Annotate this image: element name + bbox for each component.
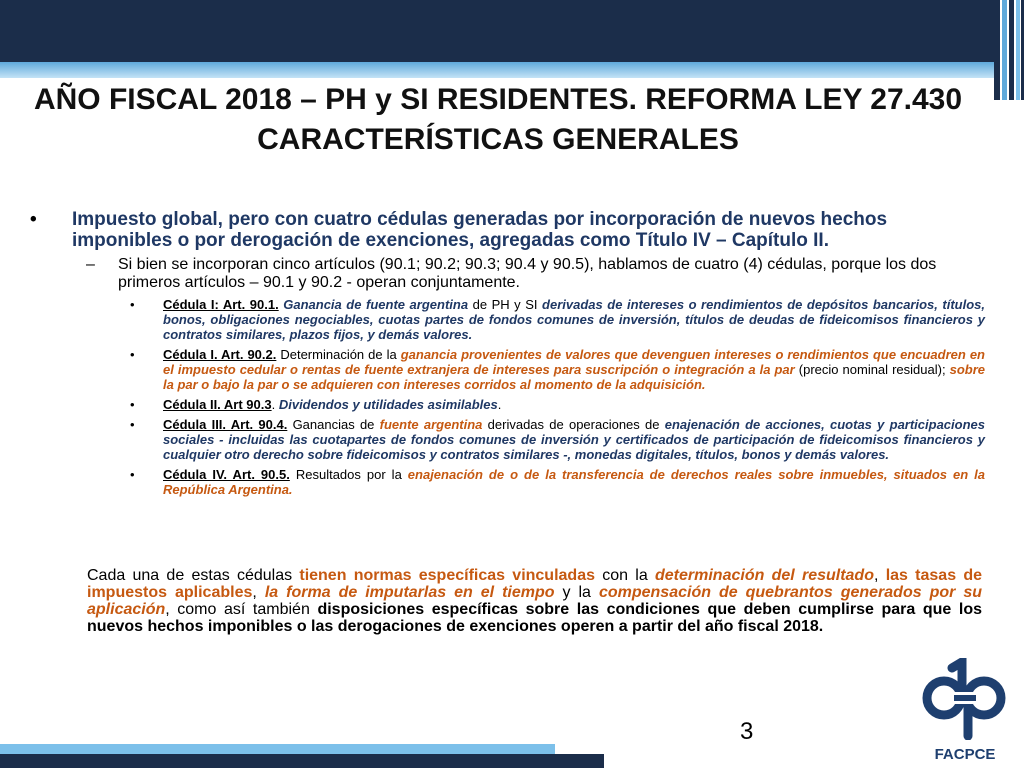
- cedula-reference: Cédula II. Art 90.3: [163, 397, 272, 412]
- cedula-reference: Cédula I: Art. 90.1.: [163, 297, 279, 312]
- header-side-bars: [994, 0, 1024, 100]
- footer-stripe: [0, 744, 555, 754]
- facpce-emblem-icon: [910, 658, 1020, 740]
- cedula-reference: Cédula IV. Art. 90.5.: [163, 467, 290, 482]
- bullet-marker: •: [30, 209, 37, 230]
- cedula-item: • Cédula I: Art. 90.1. Ganancia de fuente argentina de PH y SI derivadas de intereses o rendimientos de depósitos bancarios, títulos, bonos, obligaciones negociables, cuotas partes de fondos comunes de inversión, títulos de deudas de fideicomisos financieros y contratos similares, plazos fijos, y demás valores.: [130, 297, 986, 342]
- closing-paragraph: Cada una de estas cédulas tienen normas específicas vinculadas con la determinación del resultado, las tasas de impuestos aplicables, la forma de imputarlas en el tiempo y la compensación de quebrantos generados por su aplicación, como así también disposiciones específicas sobre las condiciones que deben cumplirse para que los nuevos hechos imponibles o las derogaciones de exenciones operen a partir del año fiscal 2018.: [87, 567, 983, 635]
- cedula-reference: Cédula III. Art. 90.4.: [163, 417, 288, 432]
- cedula-reference: Cédula I. Art. 90.2.: [163, 347, 277, 362]
- bullet-marker: •: [130, 467, 135, 482]
- main-bullet-text: Impuesto global, pero con cuatro cédulas generadas por incorporación de nuevos hechos imponibles o por derogación de exenciones, agregadas como Título IV – Capítulo II.: [72, 209, 888, 251]
- cedula-item: • Cédula IV. Art. 90.5. Resultados por la enajenación de o de la transferencia de derechos reales sobre inmuebles, situados en la República Argentina.: [130, 467, 985, 497]
- page-number: 3: [740, 718, 754, 745]
- dash-marker: –: [86, 256, 95, 273]
- cedula-item: • Cédula III. Art. 90.4. Ganancias de fuente argentina derivadas de operaciones de enajenación de acciones, cuotas y participaciones sociales - incluidas las cuotapartes de fondos comunes de inversión y certificados de participación de fideicomisos financieros y cualquier otro derecho sobre fideicomisos y contratos similares -, monedas digitales, títulos, bonos y demás valores.: [130, 417, 985, 462]
- bullet-marker: •: [130, 397, 135, 412]
- title-line-1: AÑO FISCAL 2018 – PH y SI RESIDENTES. REFORMA LEY 27.430: [33, 83, 963, 116]
- facpce-logo: [910, 658, 1020, 763]
- bullet-marker: •: [130, 347, 135, 362]
- header-band: [0, 0, 994, 62]
- header-stripe: [0, 62, 994, 78]
- title-line-2: CARACTERÍSTICAS GENERALES: [257, 123, 739, 156]
- slide-content: [30, 209, 985, 497]
- sub-bullet-text: Si bien se incorporan cinco artículos (90.1; 90.2; 90.3; 90.4 y 90.5), hablamos de cuatro (4) cédulas, porque los dos primeros artículos – 90.1 y 90.2 - operan conjuntamente.: [118, 256, 937, 291]
- sub-bullet: [86, 256, 985, 292]
- cedula-item: • Cédula II. Art 90.3. Dividendos y utilidades asimilables.: [130, 397, 502, 412]
- logo-text: FACPCE: [934, 746, 996, 763]
- bullet-marker: •: [130, 297, 135, 312]
- bullet-marker: •: [130, 417, 135, 432]
- slide-title: [10, 80, 986, 160]
- main-bullet: [30, 209, 985, 251]
- cedula-item: • Cédula I. Art. 90.2. Determinación de la ganancia provenientes de valores que devenguen intereses o rendimientos que encuadren en el impuesto cedular o rentas de fuente extranjera de intereses para suscripción o integración a la par (precio nominal residual); sobre la par o bajo la par o se adquieren con intereses corridos al momento de la adquisición.: [130, 347, 985, 392]
- footer-band: [0, 754, 604, 768]
